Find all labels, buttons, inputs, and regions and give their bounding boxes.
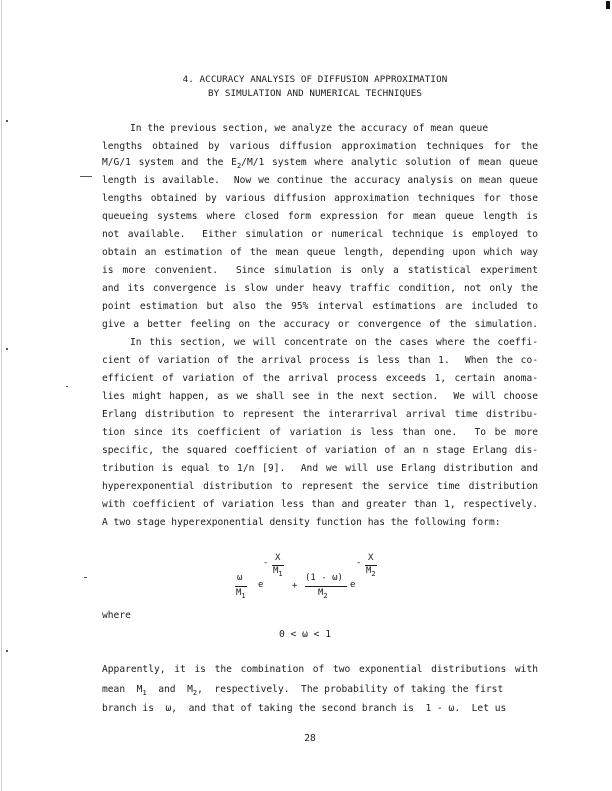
formula-e-1: e	[258, 580, 264, 590]
body-line-19: specific, the squared coefficient of variation of an n stage Erlang dis-	[102, 445, 538, 456]
formula-minus-2: -	[356, 558, 362, 568]
formula-m1-exponent: $M_1$	[273, 566, 283, 578]
body-line-16: lies might happen, as we shall see in the next section. We will choose	[102, 391, 538, 402]
closing-line-2: mean $M_1$ and $M_2$, respectively. The probability of taking the first	[102, 684, 504, 697]
body-line-8: obtain an estimation of the mean queue length, depending upon which way	[102, 247, 538, 258]
body-line-14: cient of variation of the arrival process is less than 1. When the co-	[102, 355, 538, 366]
closing-line-1: Apparently, it is the combination of two exponential distributions with	[102, 664, 538, 675]
body-line-13: In this section, we will concentrate on the cases where the coeffi-	[130, 337, 538, 348]
closing-line-3: branch is ω, and that of taking the second branch is 1 - ω. Let us	[102, 703, 507, 714]
scan-corner-mark	[606, 1, 610, 9]
scan-speck	[66, 386, 68, 387]
section-heading-line-2: BY SIMULATION AND NUMERICAL TECHNIQUES	[208, 88, 422, 99]
where-label: where	[102, 610, 131, 621]
body-line-17: Erlang distribution to represent the interarrival arrival time distribu-	[102, 409, 538, 420]
body-line-6: queueing systems where closed form expression for mean queue length is	[102, 211, 538, 222]
page-number: 28	[304, 733, 316, 744]
scan-speck	[84, 577, 87, 578]
omega-condition: 0 < ω < 1	[279, 629, 331, 640]
scan-mark	[80, 176, 92, 177]
body-line-22: with coefficient of variation less than and greater than 1, respectively.	[102, 499, 538, 510]
formula-plus: +	[292, 581, 298, 591]
body-line-1: In the previous section, we analyze the accuracy of mean queue	[130, 123, 489, 134]
body-line-11: point estimation but also the 95% interval estimations are included to	[102, 301, 538, 312]
formula-one-minus-omega: (1 - ω)	[305, 573, 343, 583]
scan-margin-line	[1, 0, 2, 791]
body-line-9: is more convenient. Since simulation is only a statistical experiment	[102, 265, 538, 276]
formula-omega: ω	[237, 573, 243, 583]
scan-speck	[6, 120, 8, 122]
body-line-20: tribution is equal to 1/n [9]. And we will use Erlang distribution and	[102, 463, 538, 474]
formula-m2-exponent: $M_2$	[366, 566, 376, 578]
body-line-3: M/G/1 system and the $E_2/M/1$ system where analytic solution of mean queue	[102, 157, 538, 170]
body-line-21: hyperexponential distribution to represent the service time distribution	[102, 481, 538, 492]
body-line-18: tion since its coefficient of variation is less than one. To be more	[102, 427, 538, 438]
section-heading-line-1: 4. ACCURACY ANALYSIS OF DIFFUSION APPROXIMATION	[182, 74, 448, 85]
formula-fraction-bar	[235, 586, 247, 587]
body-line-23: A two stage hyperexponential density function has the following form:	[102, 517, 501, 528]
formula-m2-denominator: $M_2$	[318, 588, 328, 600]
body-line-4: length is available. Now we continue the accuracy analysis on mean queue	[102, 175, 538, 186]
formula-x-1: X	[275, 553, 281, 563]
body-line-7: not available. Either simulation or numerical technique is employed to	[102, 229, 538, 240]
body-line-15: efficient of variation of the arrival process exceeds 1, certain anoma-	[102, 373, 538, 384]
formula-fraction-bar-2	[305, 586, 347, 587]
formula-m1-denominator: $M_1$	[236, 588, 246, 600]
body-line-10: and its convergence is slow under heavy traffic condition, not only the	[102, 283, 538, 294]
formula-x-2: X	[368, 553, 374, 563]
scan-speck	[6, 348, 8, 350]
formula-minus-1: -	[263, 558, 269, 568]
scan-speck	[6, 650, 8, 652]
formula-e-2: e	[350, 580, 356, 590]
body-line-2: lengths obtained by various diffusion approximation techniques for the	[102, 141, 538, 152]
body-line-5: lengths obtained by various diffusion approximation techniques for those	[102, 193, 538, 204]
body-line-12: give a better feeling on the accuracy or convergence of the simulation.	[102, 319, 538, 330]
